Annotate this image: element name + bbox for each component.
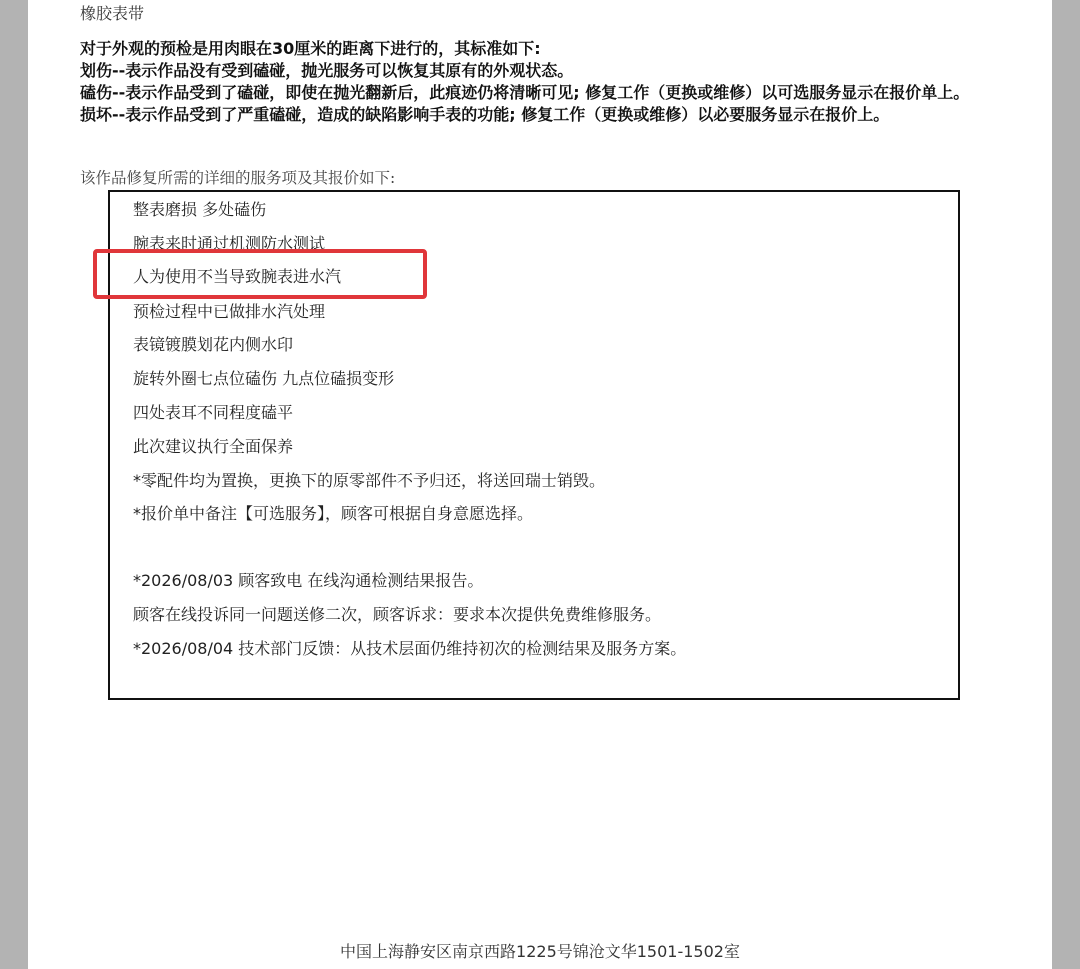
detail-line-highlighted: 人为使用不当导致腕表进水汽 [133, 267, 342, 286]
detail-line: 旋转外圈七点位磕伤 九点位磕损变形 [133, 369, 395, 388]
detail-line: 整表磨损 多处磕伤 [133, 200, 267, 219]
detail-line: 四处表耳不同程度磕平 [133, 403, 294, 422]
document-page [28, 0, 1052, 969]
standards-intro: 对于外观的预检是用肉眼在30厘米的距离下进行的，其标准如下: [80, 39, 541, 58]
service-intro: 该作品修复所需的详细的服务项及其报价如下: [80, 169, 396, 187]
detail-line: 预检过程中已做排水汽处理 [133, 302, 326, 321]
detail-line: 腕表来时通过机测防水测试 [133, 234, 326, 253]
tech-feedback-note: *2026/08/04 技术部门反馈：从技术层面仍维持初次的检测结果及服务方案。 [133, 639, 687, 658]
inspection-standards [80, 38, 990, 126]
detail-line: 此次建议执行全面保养 [133, 437, 294, 456]
followup-call-note: *2026/08/03 顾客致电 在线沟通检测结果报告。 [133, 571, 484, 590]
detail-line: 表镜镀膜划花内侧水印 [133, 335, 294, 354]
complaint-note: 顾客在线投诉同一问题送修二次，顾客诉求：要求本次提供免费维修服务。 [133, 605, 662, 624]
standard-dent: 磕伤--表示作品受到了磕碰，即使在抛光翻新后，此痕迹仍将清晰可见; 修复工作（更换或维修）以可选服务显示在报价单上。 [80, 83, 970, 102]
standard-damage: 损坏--表示作品受到了严重磕碰，造成的缺陷影响手表的功能; 修复工作（更换或维修）以必要服务显示在报价上。 [80, 105, 890, 124]
item-label: 橡胶表带 [80, 4, 145, 23]
standard-scratch: 划伤--表示作品没有受到磕碰，抛光服务可以恢复其原有的外观状态。 [80, 61, 574, 80]
highlight-annotation-box [93, 249, 427, 299]
optional-service-note: *报价单中备注【可选服务】，顾客可根据自身意愿选择。 [133, 504, 534, 523]
footer-address: 中国上海静安区南京西路1225号锦沧文华1501-1502室 [340, 942, 740, 961]
parts-note: *零配件均为置换，更换下的原零部件不予归还，将送回瑞士销毁。 [133, 471, 606, 490]
